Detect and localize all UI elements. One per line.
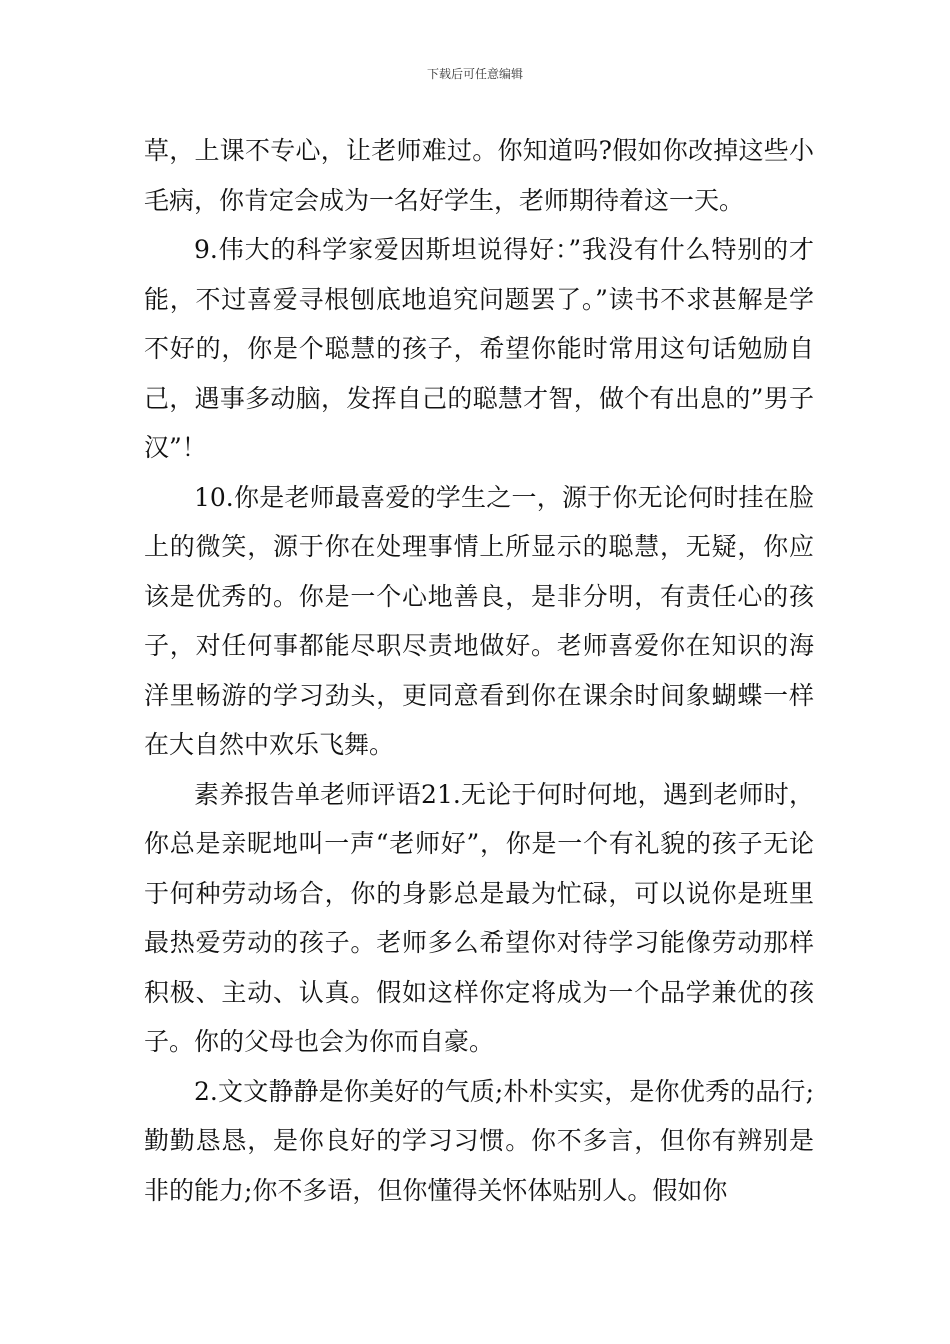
page-header: 下载后可任意编辑: [426, 67, 523, 81]
document-body: [144, 126, 814, 1215]
paragraph-comment-9: 9.伟大的科学家爱因斯坦说得好：”我没有什么特别的才能，不过喜爱寻根刨底地追究问题罢了。”读书不求甚解是学不好的，你是个聪慧的孩子，希望你能时常用这句话勉励自己，遇事多动脑，发挥自己的聪慧才智，做个有出息的”男子汉”！: [144, 235, 814, 462]
paragraph-comment-10: 10.你是老师最喜爱的学生之一，源于你无论何时挂在脸上的微笑，源于你在处理事情上所显示的聪慧，无疑，你应该是优秀的。你是一个心地善良，是非分明，有责任心的孩子，对任何事都能尽职尽责地做好。老师喜爱你在知识的海洋里畅游的学习劲头，更同意看到你在课余时间象蝴蝶一样在大自然中欢乐飞舞。: [144, 482, 814, 759]
paragraph-continuation: 草，上课不专心，让老师难过。你知道吗?假如你改掉这些小毛病，你肯定会成为一名好学生，老师期待着这一天。: [144, 136, 814, 215]
paragraph-comment-21: 素养报告单老师评语21.无论于何时何地，遇到老师时，你总是亲昵地叫一声“老师好”，你是一个有礼貌的孩子无论于何种劳动场合，你的身影总是最为忙碌，可以说你是班里最热爱劳动的孩子。老师多么希望你对待学习能像劳动那样积极、主动、认真。假如这样你定将成为一个品学兼优的孩子。你的父母也会为你而自豪。: [144, 779, 814, 1056]
paragraph-comment-2: 2.文文静静是你美好的气质;朴朴实实，是你优秀的品行;勤勤恳恳，是你良好的学习习惯。你不多言，但你有辨别是非的能力;你不多语，但你懂得关怀体贴别人。假如你: [144, 1076, 814, 1205]
